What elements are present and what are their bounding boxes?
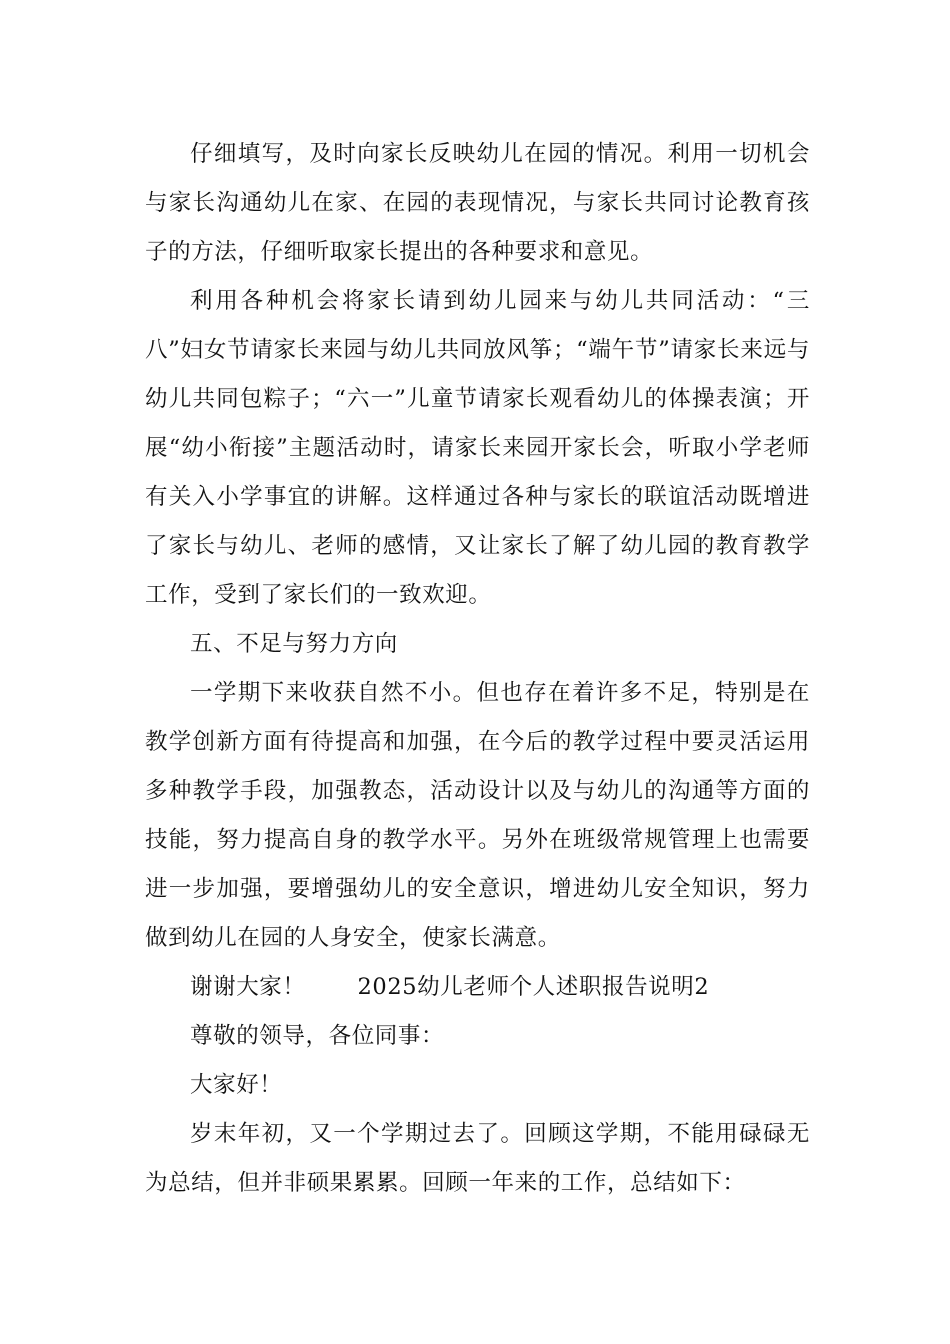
paragraph-parent-communication: 仔细填写，及时向家长反映幼儿在园的情况。利用一切机会与家长沟通幼儿在家、在园的表现情况，与家长共同讨论教育孩子的方法，仔细听取家长提出的各种要求和意见。 bbox=[145, 141, 810, 265]
report-title: 2025幼儿老师个人述职报告说明2 bbox=[357, 974, 710, 1000]
document-body bbox=[145, 130, 810, 1208]
greeting: 大家好！ bbox=[190, 1072, 283, 1098]
closing-thanks: 谢谢大家！ bbox=[190, 974, 306, 1000]
section-heading-shortcomings: 五、不足与努力方向 bbox=[190, 631, 398, 657]
closing-line bbox=[145, 963, 810, 1012]
salutation: 尊敬的领导，各位同事： bbox=[190, 1023, 445, 1049]
paragraph-parent-activities: 利用各种机会将家长请到幼儿园来与幼儿共同活动：“三八”妇女节请家长来园与幼儿共同放风筝；“端午节”请家长来远与幼儿共同包粽子；“六一”儿童节请家长观看幼儿的体操表演；开展“幼小衔接”主题活动时，请家长来园开家长会，听取小学老师有关入小学事宜的讲解。这样通过各种与家长的联谊活动既增进了家长与幼儿、老师的感情，又让家长了解了幼儿园的教育教学工作，受到了家长们的一致欢迎。 bbox=[145, 288, 810, 608]
paragraph-shortcomings: 一学期下来收获自然不小。但也存在着许多不足，特别是在教学创新方面有待提高和加强，在今后的教学过程中要灵活运用多种教学手段，加强教态，活动设计以及与幼儿的沟通等方面的技能，努力提高自身的教学水平。另外在班级常规管理上也需要进一步加强，要增强幼儿的安全意识，增进幼儿安全知识，努力做到幼儿在园的人身安全，使家长满意。 bbox=[145, 680, 810, 951]
paragraph-year-review: 岁末年初，又一个学期过去了。回顾这学期，不能用碌碌无为总结，但并非硕果累累。回顾一年来的工作，总结如下： bbox=[145, 1121, 810, 1196]
